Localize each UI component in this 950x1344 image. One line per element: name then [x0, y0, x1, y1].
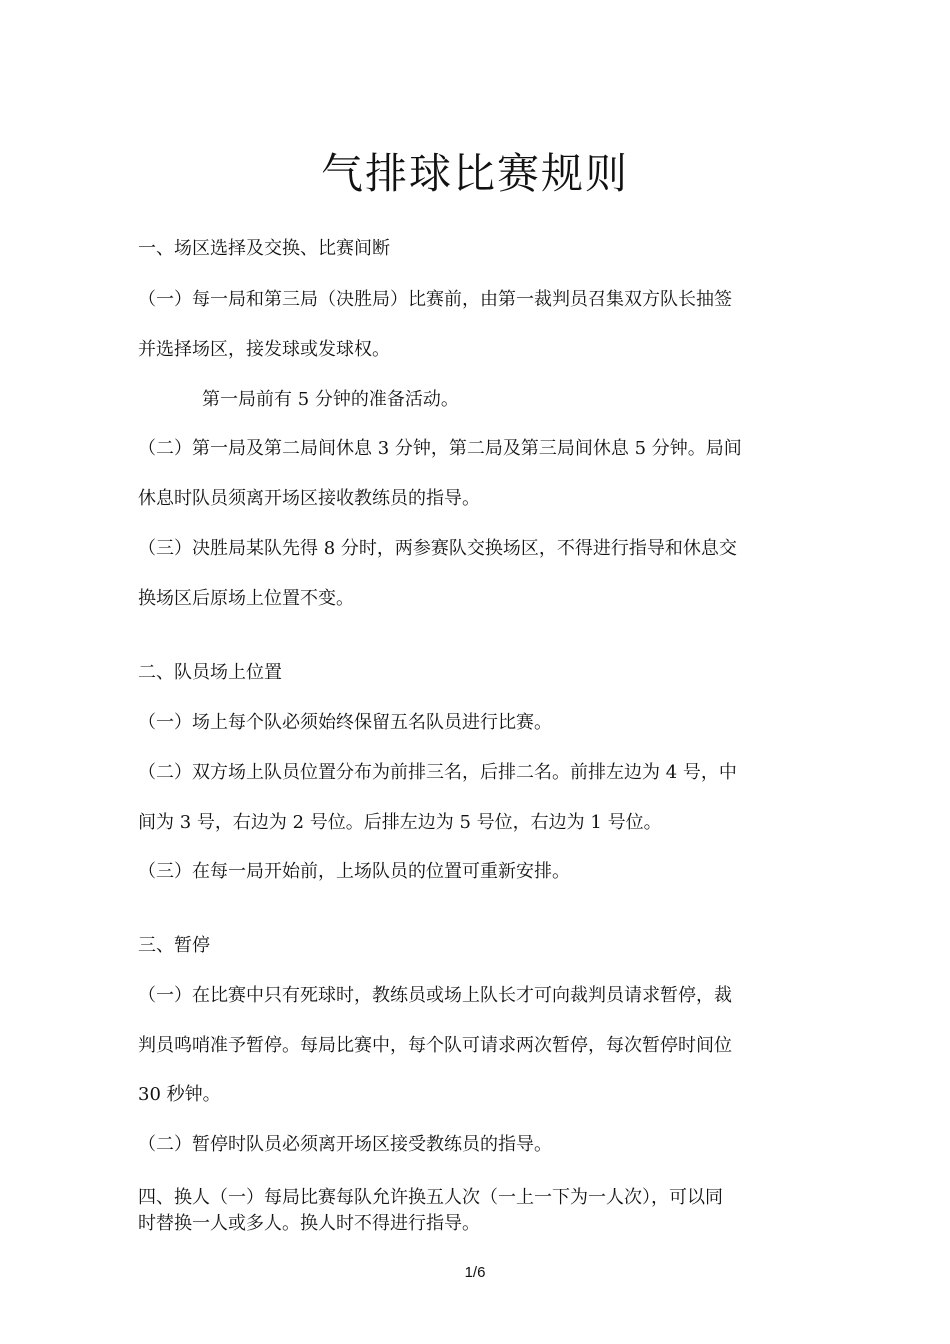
paragraph-line: （一）场上每个队必须始终保留五名队员进行比赛。 [138, 712, 552, 733]
section-heading-1: 一、场区选择及交换、比赛间断 [138, 238, 390, 259]
paragraph-line-indented: 第一局前有 5 分钟的准备活动。 [202, 389, 459, 410]
paragraph-line: 休息时队员须离开场区接收教练员的指导。 [138, 488, 480, 509]
page-number: 1/6 [464, 1264, 486, 1281]
paragraph-line: 时替换一人或多人。换人时不得进行指导。 [138, 1213, 480, 1234]
section-heading-2: 二、队员场上位置 [138, 662, 282, 683]
document-title: 气排球比赛规则 [320, 149, 629, 198]
paragraph-line: 间为 3 号，右边为 2 号位。后排左边为 5 号位，右边为 1 号位。 [138, 812, 662, 833]
paragraph-line: （一）每一局和第三局（决胜局）比赛前，由第一裁判员召集双方队长抽签 [138, 289, 732, 310]
paragraph-line: （三）在每一局开始前，上场队员的位置可重新安排。 [138, 861, 570, 882]
paragraph-line: （二）双方场上队员位置分布为前排三名，后排二名。前排左边为 4 号，中 [138, 762, 737, 783]
paragraph-line: （二）暂停时队员必须离开场区接受教练员的指导。 [138, 1134, 552, 1155]
paragraph-line: 并选择场区，接发球或发球权。 [138, 339, 390, 360]
paragraph-line: （二）第一局及第二局间休息 3 分钟，第二局及第三局间休息 5 分钟。局间 [138, 438, 742, 459]
section-heading-3: 三、暂停 [138, 935, 210, 956]
paragraph-line: 换场区后原场上位置不变。 [138, 588, 354, 609]
paragraph-line: （一）在比赛中只有死球时，教练员或场上队长才可向裁判员请求暂停，裁 [138, 985, 732, 1006]
paragraph-line: 判员鸣哨准予暂停。每局比赛中，每个队可请求两次暂停，每次暂停时间位 [138, 1035, 732, 1056]
section-heading-4: 四、换人（一）每局比赛每队允许换五人次（一上一下为一人次），可以同 [138, 1187, 723, 1208]
paragraph-line: 30 秒钟。 [138, 1084, 221, 1105]
paragraph-line: （三）决胜局某队先得 8 分时，两参赛队交换场区，不得进行指导和休息交 [138, 538, 737, 559]
